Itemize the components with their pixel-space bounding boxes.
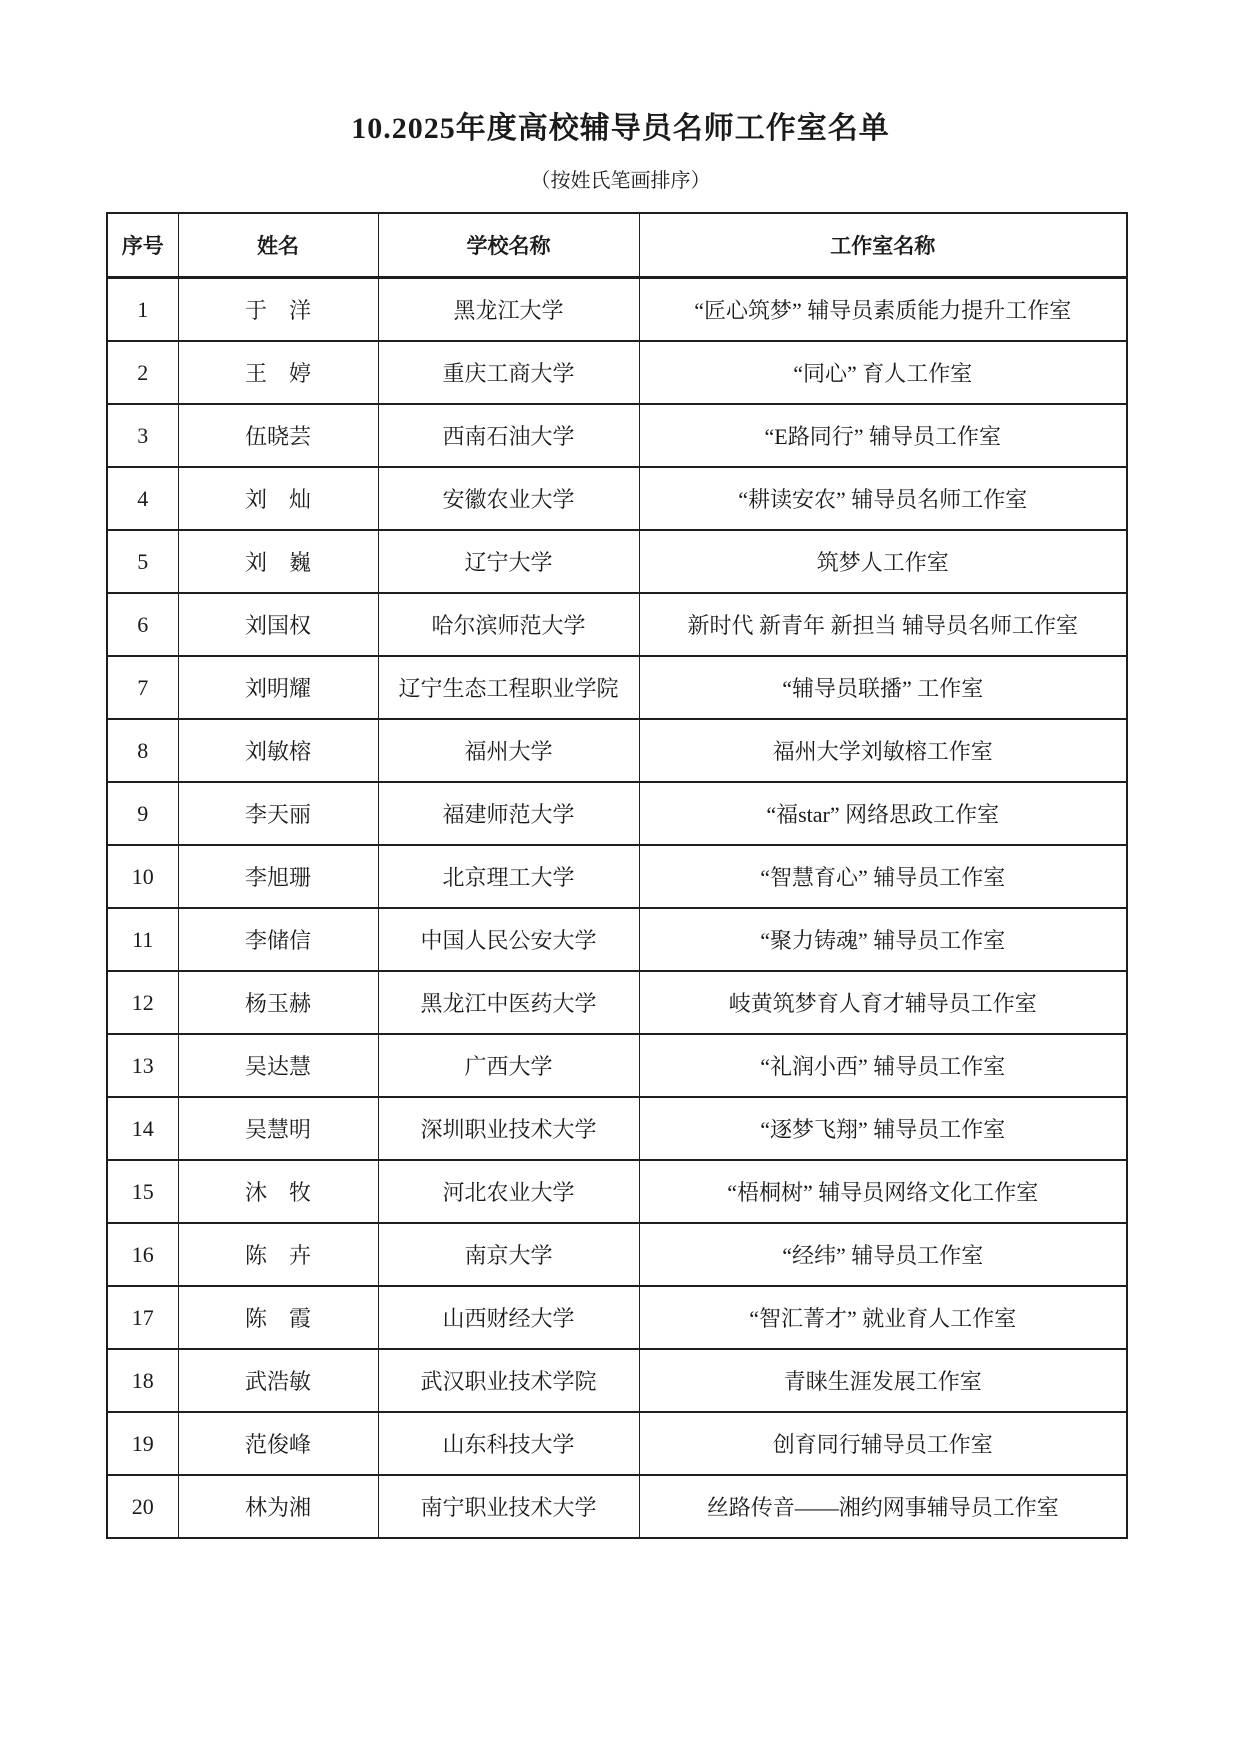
table-row [107, 782, 1127, 845]
cell-workshop: “E路同行” 辅导员工作室 [639, 404, 1127, 467]
cell-workshop: “智汇菁才” 就业育人工作室 [639, 1286, 1127, 1349]
cell-school: 辽宁生态工程职业学院 [378, 656, 639, 719]
cell-school: 黑龙江大学 [378, 278, 639, 342]
cell-school: 安徽农业大学 [378, 467, 639, 530]
table-row [107, 1475, 1127, 1538]
cell-school: 西南石油大学 [378, 404, 639, 467]
cell-school: 深圳职业技术大学 [378, 1097, 639, 1160]
cell-index: 3 [107, 404, 178, 467]
cell-school: 武汉职业技术学院 [378, 1349, 639, 1412]
cell-workshop: 丝路传音——湘约网事辅导员工作室 [639, 1475, 1127, 1538]
cell-workshop: “智慧育心” 辅导员工作室 [639, 845, 1127, 908]
column-header-school: 学校名称 [378, 213, 639, 278]
cell-index: 20 [107, 1475, 178, 1538]
cell-index: 5 [107, 530, 178, 593]
table-row [107, 656, 1127, 719]
cell-name: 林为湘 [178, 1475, 378, 1538]
roster-table-container [106, 212, 1128, 1539]
table-row [107, 1286, 1127, 1349]
cell-index: 4 [107, 467, 178, 530]
table-row [107, 278, 1127, 342]
cell-workshop: “匠心筑梦” 辅导员素质能力提升工作室 [639, 278, 1127, 342]
cell-name: 于 洋 [178, 278, 378, 342]
column-header-name: 姓名 [178, 213, 378, 278]
table-row [107, 530, 1127, 593]
cell-workshop: “耕读安农” 辅导员名师工作室 [639, 467, 1127, 530]
cell-index: 17 [107, 1286, 178, 1349]
cell-workshop: 岐黄筑梦育人育才辅导员工作室 [639, 971, 1127, 1034]
cell-name: 杨玉赫 [178, 971, 378, 1034]
cell-index: 18 [107, 1349, 178, 1412]
table-row [107, 1160, 1127, 1223]
cell-school: 山西财经大学 [378, 1286, 639, 1349]
table-row [107, 1223, 1127, 1286]
cell-school: 黑龙江中医药大学 [378, 971, 639, 1034]
cell-name: 伍晓芸 [178, 404, 378, 467]
cell-school: 广西大学 [378, 1034, 639, 1097]
cell-school: 福州大学 [378, 719, 639, 782]
page-title: 10.2025年度高校辅导员名师工作室名单 [351, 112, 890, 145]
cell-index: 19 [107, 1412, 178, 1475]
cell-name: 李天丽 [178, 782, 378, 845]
cell-index: 1 [107, 278, 178, 342]
cell-workshop: 创育同行辅导员工作室 [639, 1412, 1127, 1475]
table-row [107, 1412, 1127, 1475]
cell-name: 刘国权 [178, 593, 378, 656]
workshop-roster-table [106, 212, 1128, 1539]
cell-school: 南宁职业技术大学 [378, 1475, 639, 1538]
column-header-workshop: 工作室名称 [639, 213, 1127, 278]
cell-name: 李旭珊 [178, 845, 378, 908]
cell-workshop: 新时代 新青年 新担当 辅导员名师工作室 [639, 593, 1127, 656]
cell-school: 山东科技大学 [378, 1412, 639, 1475]
cell-name: 刘敏榕 [178, 719, 378, 782]
cell-school: 南京大学 [378, 1223, 639, 1286]
column-header-index: 序号 [107, 213, 178, 278]
cell-index: 16 [107, 1223, 178, 1286]
cell-name: 王 婷 [178, 341, 378, 404]
cell-index: 14 [107, 1097, 178, 1160]
cell-workshop: “福star” 网络思政工作室 [639, 782, 1127, 845]
cell-workshop: “辅导员联播” 工作室 [639, 656, 1127, 719]
cell-index: 15 [107, 1160, 178, 1223]
cell-name: 刘 巍 [178, 530, 378, 593]
cell-workshop: 青睐生涯发展工作室 [639, 1349, 1127, 1412]
table-row [107, 719, 1127, 782]
cell-name: 陈 卉 [178, 1223, 378, 1286]
cell-school: 辽宁大学 [378, 530, 639, 593]
cell-name: 吴慧明 [178, 1097, 378, 1160]
cell-index: 13 [107, 1034, 178, 1097]
cell-index: 9 [107, 782, 178, 845]
table-row [107, 1034, 1127, 1097]
table-row [107, 341, 1127, 404]
cell-name: 刘 灿 [178, 467, 378, 530]
header-row [107, 213, 1127, 278]
cell-school: 北京理工大学 [378, 845, 639, 908]
cell-index: 2 [107, 341, 178, 404]
cell-index: 8 [107, 719, 178, 782]
cell-workshop: 福州大学刘敏榕工作室 [639, 719, 1127, 782]
table-row [107, 467, 1127, 530]
table-body [107, 278, 1127, 1539]
table-row [107, 845, 1127, 908]
table-row [107, 908, 1127, 971]
cell-school: 河北农业大学 [378, 1160, 639, 1223]
cell-school: 重庆工商大学 [378, 341, 639, 404]
cell-workshop: “逐梦飞翔” 辅导员工作室 [639, 1097, 1127, 1160]
cell-name: 范俊峰 [178, 1412, 378, 1475]
cell-name: 李储信 [178, 908, 378, 971]
table-row [107, 1097, 1127, 1160]
cell-index: 11 [107, 908, 178, 971]
cell-school: 福建师范大学 [378, 782, 639, 845]
cell-index: 12 [107, 971, 178, 1034]
cell-index: 10 [107, 845, 178, 908]
cell-index: 6 [107, 593, 178, 656]
cell-name: 武浩敏 [178, 1349, 378, 1412]
cell-workshop: “礼润小西” 辅导员工作室 [639, 1034, 1127, 1097]
cell-workshop: “梧桐树” 辅导员网络文化工作室 [639, 1160, 1127, 1223]
cell-school: 哈尔滨师范大学 [378, 593, 639, 656]
cell-workshop: “经纬” 辅导员工作室 [639, 1223, 1127, 1286]
page-subtitle: （按姓氏笔画排序） [530, 170, 711, 192]
cell-name: 沐 牧 [178, 1160, 378, 1223]
cell-name: 刘明耀 [178, 656, 378, 719]
table-row [107, 593, 1127, 656]
table-row [107, 404, 1127, 467]
table-row [107, 1349, 1127, 1412]
cell-workshop: “聚力铸魂” 辅导员工作室 [639, 908, 1127, 971]
cell-index: 7 [107, 656, 178, 719]
cell-workshop: 筑梦人工作室 [639, 530, 1127, 593]
cell-school: 中国人民公安大学 [378, 908, 639, 971]
cell-workshop: “同心” 育人工作室 [639, 341, 1127, 404]
table-row [107, 971, 1127, 1034]
cell-name: 陈 霞 [178, 1286, 378, 1349]
cell-name: 吴达慧 [178, 1034, 378, 1097]
